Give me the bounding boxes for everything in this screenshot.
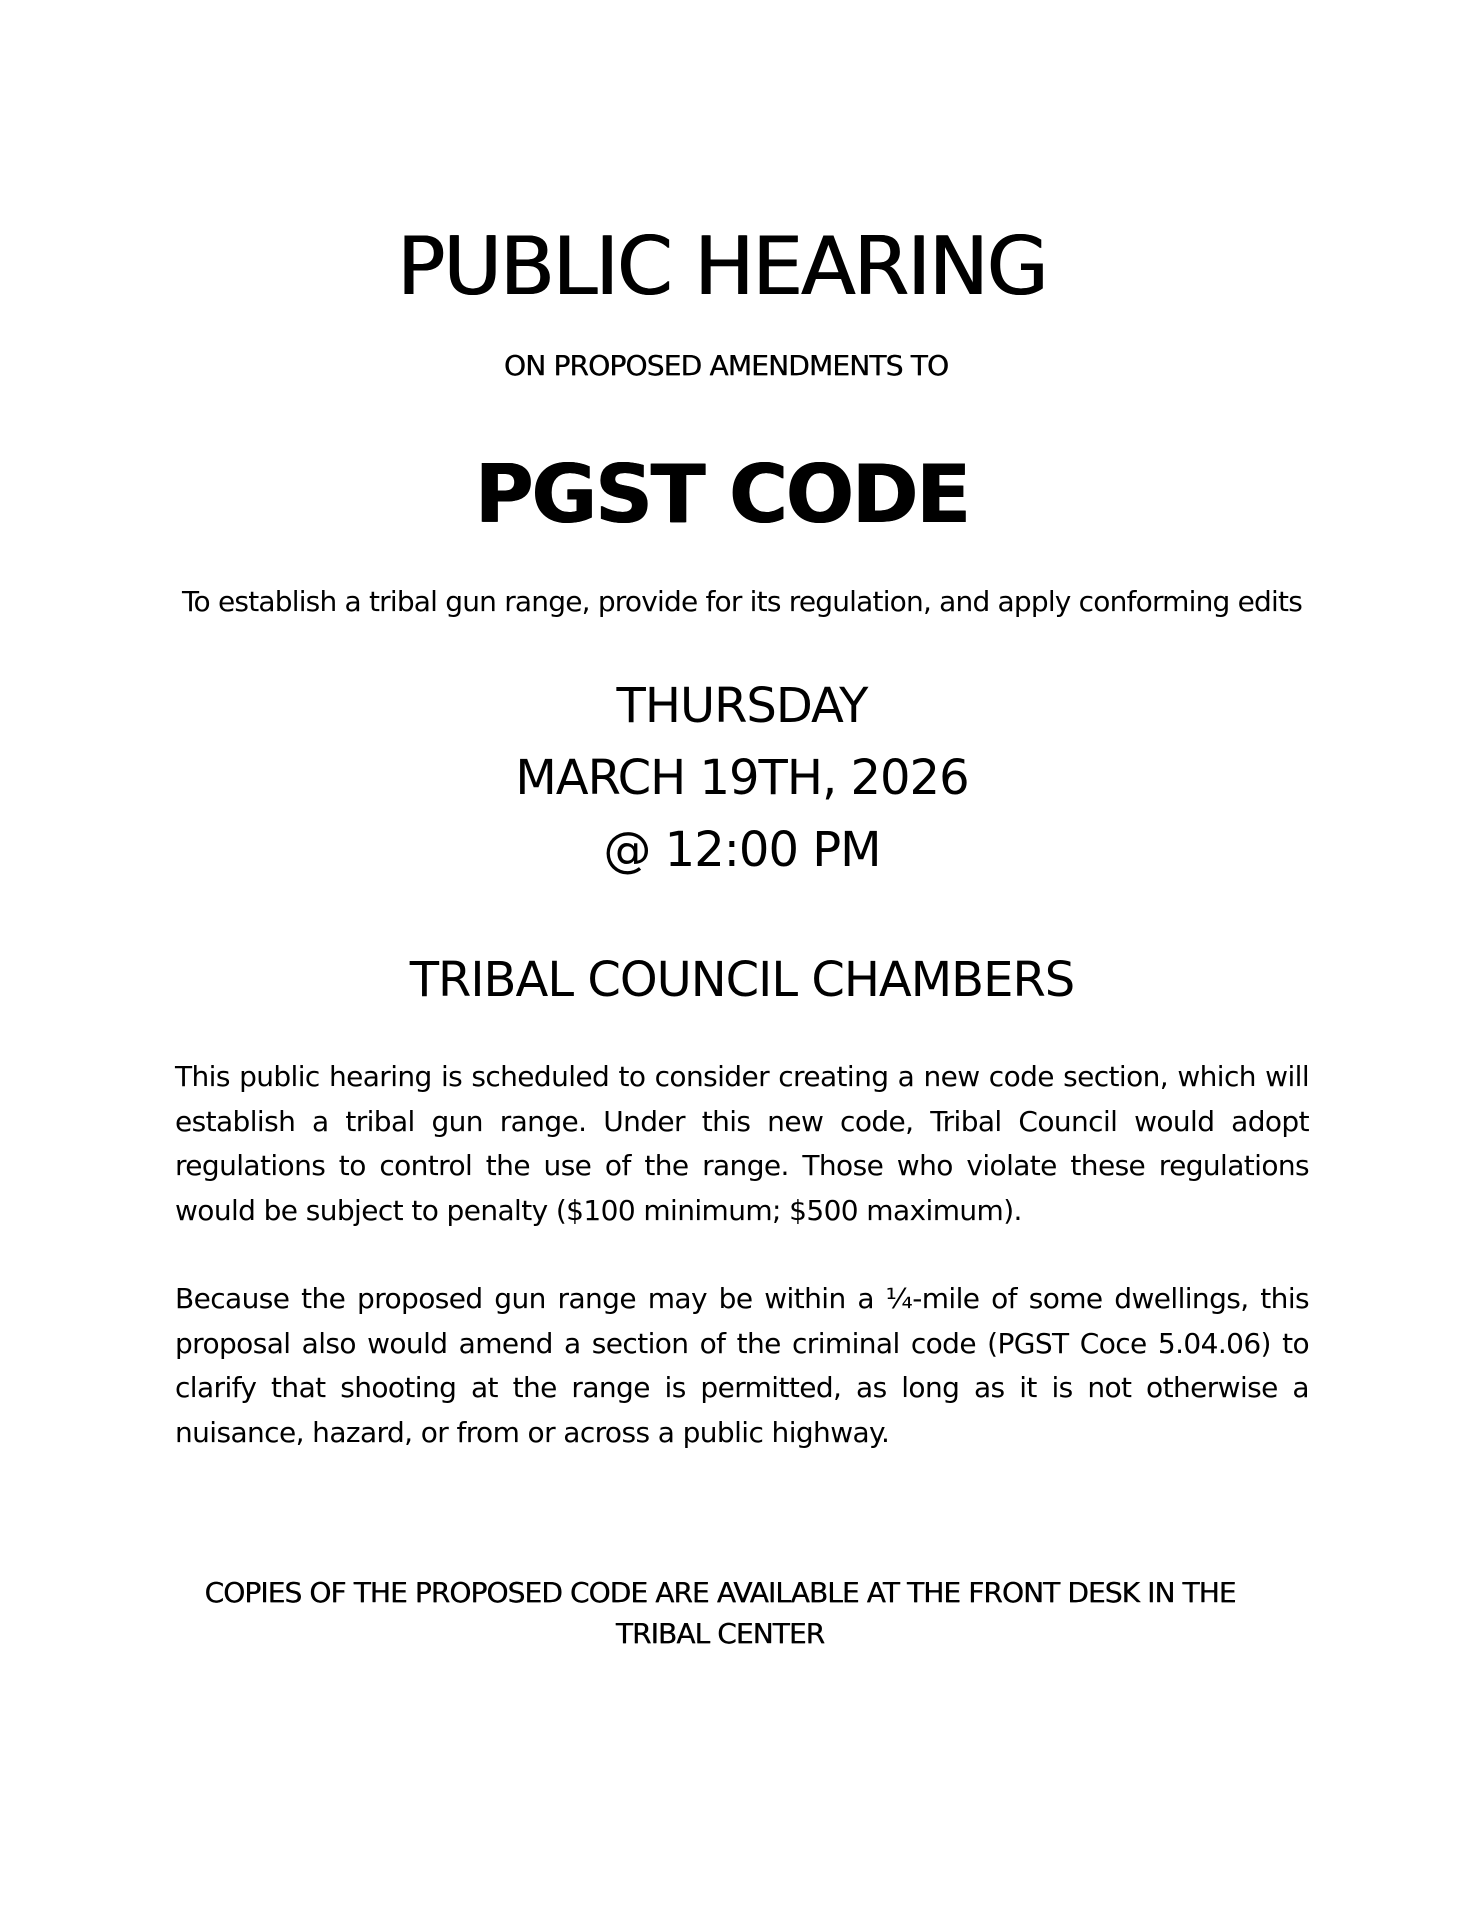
hearing-time: @ 12:00 PM [603, 822, 881, 878]
copies-availability-notice: COPIES OF THE PROPOSED CODE ARE AVAILABLE AT THE FRONT DESK IN THE TRIBAL CENTER [204, 1576, 1236, 1650]
description-paragraph-1: This public hearing is scheduled to consider creating a new code section, which will establish a tribal gun range. Under this new code, Tribal Council would adopt regulations to control the use of the range. Those who violate these regulations would be subject to penalty ($100 minimum; $500 maximum). [175, 1060, 1309, 1227]
hearing-day: THURSDAY [616, 678, 868, 734]
hearing-date-block [0, 670, 1484, 886]
hearing-location: TRIBAL COUNCIL CHAMBERS [409, 952, 1075, 1008]
hearing-date: MARCH 19TH, 2026 [515, 750, 969, 806]
notice-title: PUBLIC HEARING [397, 220, 1047, 313]
notice-subtitle: ON PROPOSED AMENDMENTS TO [503, 349, 949, 382]
description-paragraph-2: Because the proposed gun range may be within a ¼-mile of some dwellings, this proposal also would amend a section of the criminal code (PGST Coce 5.04.06) to clarify that shooting at the range is permitted, as long as it is not otherwise a nuisance, hazard, or from or across a public highway. [175, 1282, 1309, 1449]
code-name-heading: PGST CODE [474, 448, 970, 541]
purpose-statement: To establish a tribal gun range, provide for its regulation, and apply conforming edits [182, 585, 1302, 618]
